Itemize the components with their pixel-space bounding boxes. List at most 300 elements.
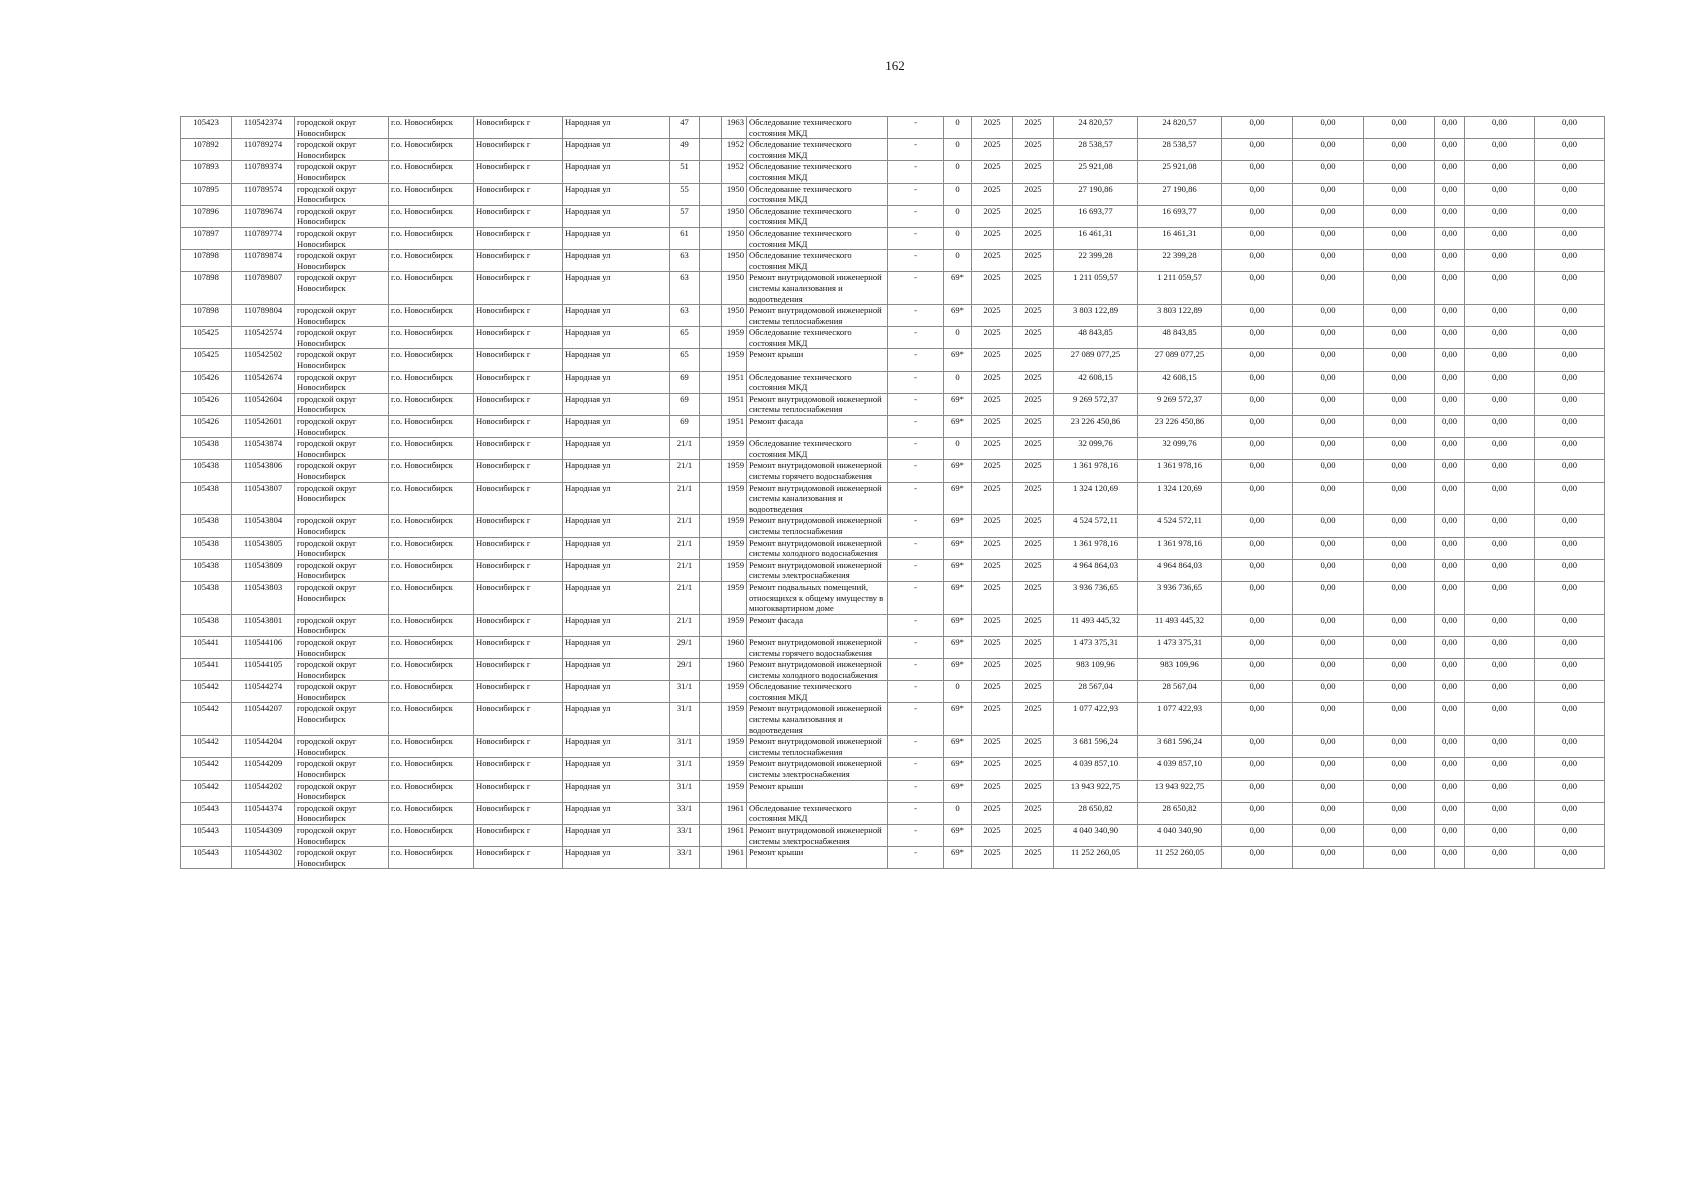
row-municipality: г.о. Новосибирск xyxy=(389,614,474,636)
row-dash: - xyxy=(888,825,944,847)
row-value-3: 0,00 xyxy=(1364,371,1435,393)
row-value-4: 0,00 xyxy=(1435,703,1465,736)
row-value-4: 0,00 xyxy=(1435,416,1465,438)
row-value-2: 0,00 xyxy=(1293,581,1364,614)
row-value-1: 0,00 xyxy=(1222,736,1293,758)
row-dash: - xyxy=(888,183,944,205)
row-district: городской округ Новосибирск xyxy=(295,559,389,581)
row-year: 1959 xyxy=(722,349,747,371)
row-work: Ремонт внутридомовой инженерной системы холодного водоснабжения xyxy=(747,537,888,559)
row-total: 28 650,82 xyxy=(1138,802,1222,824)
row-city: Новосибирск г xyxy=(474,614,563,636)
row-value-2: 0,00 xyxy=(1293,227,1364,249)
row-year: 1950 xyxy=(722,227,747,249)
row-total: 11 252 260,05 xyxy=(1138,847,1222,869)
row-district: городской округ Новосибирск xyxy=(295,460,389,482)
row-empty xyxy=(700,371,722,393)
row-district: городской округ Новосибирск xyxy=(295,371,389,393)
row-start: 2025 xyxy=(972,736,1013,758)
row-street: Народная ул xyxy=(563,847,670,869)
row-end: 2025 xyxy=(1013,161,1054,183)
row-value-3: 0,00 xyxy=(1364,460,1435,482)
row-value-3: 0,00 xyxy=(1364,825,1435,847)
row-street: Народная ул xyxy=(563,438,670,460)
row-value-4: 0,00 xyxy=(1435,537,1465,559)
table-row xyxy=(181,780,1605,802)
row-cost: 4 039 857,10 xyxy=(1054,758,1138,780)
row-municipality: г.о. Новосибирск xyxy=(389,703,474,736)
row-district: городской округ Новосибирск xyxy=(295,847,389,869)
row-year: 1961 xyxy=(722,802,747,824)
row-total: 983 109,96 xyxy=(1138,659,1222,681)
row-id: 105426 xyxy=(181,393,232,415)
row-value-2: 0,00 xyxy=(1293,183,1364,205)
row-value-3: 0,00 xyxy=(1364,537,1435,559)
row-dash: - xyxy=(888,117,944,139)
row-dash: - xyxy=(888,636,944,658)
row-empty xyxy=(700,847,722,869)
row-value-4: 0,00 xyxy=(1435,250,1465,272)
row-house: 21/1 xyxy=(670,482,700,515)
row-norm: 69* xyxy=(944,537,972,559)
row-value-3: 0,00 xyxy=(1364,636,1435,658)
row-house: 49 xyxy=(670,139,700,161)
row-municipality: г.о. Новосибирск xyxy=(389,802,474,824)
row-house: 21/1 xyxy=(670,460,700,482)
row-district: городской округ Новосибирск xyxy=(295,482,389,515)
row-value-1: 0,00 xyxy=(1222,327,1293,349)
row-value-4: 0,00 xyxy=(1435,581,1465,614)
row-house: 33/1 xyxy=(670,802,700,824)
row-code: 110544106 xyxy=(232,636,295,658)
row-norm: 69* xyxy=(944,482,972,515)
table-row xyxy=(181,205,1605,227)
row-total: 23 226 450,86 xyxy=(1138,416,1222,438)
table-row xyxy=(181,825,1605,847)
table-row xyxy=(181,614,1605,636)
row-value-4: 0,00 xyxy=(1435,847,1465,869)
row-municipality: г.о. Новосибирск xyxy=(389,349,474,371)
row-value-1: 0,00 xyxy=(1222,515,1293,537)
row-value-6: 0,00 xyxy=(1535,117,1605,139)
row-end: 2025 xyxy=(1013,825,1054,847)
row-house: 21/1 xyxy=(670,614,700,636)
row-value-6: 0,00 xyxy=(1535,139,1605,161)
row-district: городской округ Новосибирск xyxy=(295,537,389,559)
row-code: 110544309 xyxy=(232,825,295,847)
row-work: Обследование технического состояния МКД xyxy=(747,438,888,460)
table-row xyxy=(181,581,1605,614)
row-year: 1963 xyxy=(722,117,747,139)
row-value-6: 0,00 xyxy=(1535,349,1605,371)
row-end: 2025 xyxy=(1013,581,1054,614)
row-start: 2025 xyxy=(972,614,1013,636)
row-cost: 27 190,86 xyxy=(1054,183,1138,205)
row-start: 2025 xyxy=(972,482,1013,515)
row-value-3: 0,00 xyxy=(1364,205,1435,227)
row-code: 110543801 xyxy=(232,614,295,636)
row-empty xyxy=(700,736,722,758)
table-row xyxy=(181,736,1605,758)
row-city: Новосибирск г xyxy=(474,736,563,758)
row-district: городской округ Новосибирск xyxy=(295,161,389,183)
row-district: городской округ Новосибирск xyxy=(295,227,389,249)
row-value-6: 0,00 xyxy=(1535,272,1605,305)
row-year: 1960 xyxy=(722,659,747,681)
row-value-5: 0,00 xyxy=(1465,802,1535,824)
row-empty xyxy=(700,659,722,681)
table-row xyxy=(181,758,1605,780)
row-street: Народная ул xyxy=(563,272,670,305)
row-dash: - xyxy=(888,758,944,780)
row-municipality: г.о. Новосибирск xyxy=(389,117,474,139)
row-street: Народная ул xyxy=(563,250,670,272)
row-dash: - xyxy=(888,250,944,272)
row-code: 110542374 xyxy=(232,117,295,139)
row-city: Новосибирск г xyxy=(474,227,563,249)
row-value-5: 0,00 xyxy=(1465,736,1535,758)
row-total: 4 040 340,90 xyxy=(1138,825,1222,847)
table-body xyxy=(181,117,1605,869)
row-value-2: 0,00 xyxy=(1293,559,1364,581)
row-end: 2025 xyxy=(1013,227,1054,249)
row-value-5: 0,00 xyxy=(1465,371,1535,393)
row-year: 1952 xyxy=(722,139,747,161)
row-value-3: 0,00 xyxy=(1364,581,1435,614)
row-value-6: 0,00 xyxy=(1535,416,1605,438)
row-norm: 69* xyxy=(944,703,972,736)
row-total: 25 921,08 xyxy=(1138,161,1222,183)
row-value-6: 0,00 xyxy=(1535,614,1605,636)
row-city: Новосибирск г xyxy=(474,250,563,272)
row-municipality: г.о. Новосибирск xyxy=(389,537,474,559)
row-municipality: г.о. Новосибирск xyxy=(389,161,474,183)
row-work: Обследование технического состояния МКД xyxy=(747,205,888,227)
table-row xyxy=(181,250,1605,272)
row-code: 110789574 xyxy=(232,183,295,205)
row-value-3: 0,00 xyxy=(1364,327,1435,349)
row-city: Новосибирск г xyxy=(474,349,563,371)
row-work: Ремонт внутридомовой инженерной системы канализования и водоотведения xyxy=(747,703,888,736)
row-id: 105438 xyxy=(181,614,232,636)
row-start: 2025 xyxy=(972,272,1013,305)
row-dash: - xyxy=(888,780,944,802)
row-municipality: г.о. Новосибирск xyxy=(389,272,474,305)
row-empty xyxy=(700,825,722,847)
row-street: Народная ул xyxy=(563,681,670,703)
row-id: 107893 xyxy=(181,161,232,183)
table-row xyxy=(181,139,1605,161)
row-street: Народная ул xyxy=(563,205,670,227)
row-value-1: 0,00 xyxy=(1222,802,1293,824)
row-municipality: г.о. Новосибирск xyxy=(389,393,474,415)
row-house: 31/1 xyxy=(670,703,700,736)
row-norm: 0 xyxy=(944,438,972,460)
row-start: 2025 xyxy=(972,847,1013,869)
row-municipality: г.о. Новосибирск xyxy=(389,482,474,515)
row-value-4: 0,00 xyxy=(1435,681,1465,703)
row-id: 105442 xyxy=(181,780,232,802)
row-value-1: 0,00 xyxy=(1222,161,1293,183)
row-value-3: 0,00 xyxy=(1364,349,1435,371)
row-work: Ремонт внутридомовой инженерной системы теплоснабжения xyxy=(747,393,888,415)
row-year: 1959 xyxy=(722,559,747,581)
row-value-6: 0,00 xyxy=(1535,581,1605,614)
row-city: Новосибирск г xyxy=(474,272,563,305)
row-value-2: 0,00 xyxy=(1293,703,1364,736)
row-cost: 23 226 450,86 xyxy=(1054,416,1138,438)
row-end: 2025 xyxy=(1013,327,1054,349)
row-district: городской округ Новосибирск xyxy=(295,117,389,139)
row-norm: 0 xyxy=(944,802,972,824)
row-value-3: 0,00 xyxy=(1364,438,1435,460)
row-value-2: 0,00 xyxy=(1293,371,1364,393)
row-year: 1959 xyxy=(722,703,747,736)
row-work: Ремонт фасада xyxy=(747,614,888,636)
row-municipality: г.о. Новосибирск xyxy=(389,183,474,205)
row-cost: 4 524 572,11 xyxy=(1054,515,1138,537)
table-row xyxy=(181,482,1605,515)
row-district: городской округ Новосибирск xyxy=(295,780,389,802)
row-value-1: 0,00 xyxy=(1222,659,1293,681)
row-norm: 69* xyxy=(944,416,972,438)
row-work: Ремонт внутридомовой инженерной системы теплоснабжения xyxy=(747,515,888,537)
row-value-4: 0,00 xyxy=(1435,802,1465,824)
row-value-3: 0,00 xyxy=(1364,482,1435,515)
row-street: Народная ул xyxy=(563,393,670,415)
row-year: 1950 xyxy=(722,250,747,272)
row-dash: - xyxy=(888,703,944,736)
row-value-5: 0,00 xyxy=(1465,416,1535,438)
row-year: 1950 xyxy=(722,205,747,227)
row-code: 110789807 xyxy=(232,272,295,305)
row-street: Народная ул xyxy=(563,161,670,183)
row-code: 110544202 xyxy=(232,780,295,802)
row-city: Новосибирск г xyxy=(474,636,563,658)
row-city: Новосибирск г xyxy=(474,371,563,393)
row-cost: 16 693,77 xyxy=(1054,205,1138,227)
row-empty xyxy=(700,183,722,205)
row-end: 2025 xyxy=(1013,305,1054,327)
row-street: Народная ул xyxy=(563,736,670,758)
row-cost: 11 493 445,32 xyxy=(1054,614,1138,636)
row-value-6: 0,00 xyxy=(1535,659,1605,681)
row-value-4: 0,00 xyxy=(1435,780,1465,802)
row-street: Народная ул xyxy=(563,139,670,161)
row-end: 2025 xyxy=(1013,183,1054,205)
table-row xyxy=(181,161,1605,183)
row-norm: 69* xyxy=(944,825,972,847)
row-empty xyxy=(700,758,722,780)
table-row xyxy=(181,349,1605,371)
row-house: 65 xyxy=(670,349,700,371)
row-cost: 3 803 122,89 xyxy=(1054,305,1138,327)
row-year: 1959 xyxy=(722,515,747,537)
row-year: 1960 xyxy=(722,636,747,658)
row-total: 1 473 375,31 xyxy=(1138,636,1222,658)
row-total: 27 089 077,25 xyxy=(1138,349,1222,371)
row-value-4: 0,00 xyxy=(1435,825,1465,847)
row-start: 2025 xyxy=(972,681,1013,703)
row-end: 2025 xyxy=(1013,272,1054,305)
row-end: 2025 xyxy=(1013,537,1054,559)
row-value-6: 0,00 xyxy=(1535,559,1605,581)
row-dash: - xyxy=(888,305,944,327)
row-city: Новосибирск г xyxy=(474,758,563,780)
row-value-2: 0,00 xyxy=(1293,758,1364,780)
row-city: Новосибирск г xyxy=(474,681,563,703)
row-norm: 69* xyxy=(944,272,972,305)
row-dash: - xyxy=(888,205,944,227)
table-row xyxy=(181,537,1605,559)
row-cost: 4 964 864,03 xyxy=(1054,559,1138,581)
row-end: 2025 xyxy=(1013,802,1054,824)
row-cost: 22 399,28 xyxy=(1054,250,1138,272)
row-total: 1 361 978,16 xyxy=(1138,460,1222,482)
row-empty xyxy=(700,581,722,614)
row-start: 2025 xyxy=(972,780,1013,802)
row-value-4: 0,00 xyxy=(1435,758,1465,780)
row-value-3: 0,00 xyxy=(1364,614,1435,636)
table-row xyxy=(181,636,1605,658)
row-city: Новосибирск г xyxy=(474,482,563,515)
row-value-2: 0,00 xyxy=(1293,393,1364,415)
row-municipality: г.о. Новосибирск xyxy=(389,139,474,161)
row-id: 105443 xyxy=(181,847,232,869)
row-value-1: 0,00 xyxy=(1222,614,1293,636)
row-id: 105441 xyxy=(181,636,232,658)
row-norm: 0 xyxy=(944,681,972,703)
row-cost: 1 324 120,69 xyxy=(1054,482,1138,515)
row-code: 110789774 xyxy=(232,227,295,249)
row-value-3: 0,00 xyxy=(1364,305,1435,327)
row-year: 1950 xyxy=(722,272,747,305)
row-code: 110543807 xyxy=(232,482,295,515)
row-id: 105442 xyxy=(181,758,232,780)
row-cost: 28 567,04 xyxy=(1054,681,1138,703)
row-street: Народная ул xyxy=(563,416,670,438)
row-cost: 32 099,76 xyxy=(1054,438,1138,460)
row-street: Народная ул xyxy=(563,515,670,537)
row-id: 107896 xyxy=(181,205,232,227)
row-value-6: 0,00 xyxy=(1535,227,1605,249)
row-value-6: 0,00 xyxy=(1535,305,1605,327)
row-house: 69 xyxy=(670,393,700,415)
row-house: 21/1 xyxy=(670,515,700,537)
row-value-6: 0,00 xyxy=(1535,537,1605,559)
row-code: 110543805 xyxy=(232,537,295,559)
row-street: Народная ул xyxy=(563,780,670,802)
row-value-6: 0,00 xyxy=(1535,825,1605,847)
row-value-3: 0,00 xyxy=(1364,393,1435,415)
row-year: 1951 xyxy=(722,393,747,415)
row-empty xyxy=(700,349,722,371)
row-total: 16 461,31 xyxy=(1138,227,1222,249)
row-code: 110542574 xyxy=(232,327,295,349)
row-start: 2025 xyxy=(972,416,1013,438)
row-end: 2025 xyxy=(1013,139,1054,161)
row-value-1: 0,00 xyxy=(1222,847,1293,869)
row-value-2: 0,00 xyxy=(1293,482,1364,515)
row-district: городской округ Новосибирск xyxy=(295,825,389,847)
row-district: городской округ Новосибирск xyxy=(295,515,389,537)
row-value-1: 0,00 xyxy=(1222,250,1293,272)
row-dash: - xyxy=(888,515,944,537)
row-value-5: 0,00 xyxy=(1465,482,1535,515)
row-district: городской округ Новосибирск xyxy=(295,416,389,438)
row-value-2: 0,00 xyxy=(1293,349,1364,371)
row-work: Обследование технического состояния МКД xyxy=(747,681,888,703)
row-start: 2025 xyxy=(972,636,1013,658)
row-street: Народная ул xyxy=(563,703,670,736)
row-city: Новосибирск г xyxy=(474,537,563,559)
row-value-3: 0,00 xyxy=(1364,117,1435,139)
row-code: 110789374 xyxy=(232,161,295,183)
row-empty xyxy=(700,460,722,482)
row-value-4: 0,00 xyxy=(1435,305,1465,327)
row-value-2: 0,00 xyxy=(1293,438,1364,460)
row-work: Ремонт внутридомовой инженерной системы теплоснабжения xyxy=(747,736,888,758)
row-end: 2025 xyxy=(1013,515,1054,537)
row-cost: 24 820,57 xyxy=(1054,117,1138,139)
row-value-2: 0,00 xyxy=(1293,636,1364,658)
table-row xyxy=(181,438,1605,460)
row-dash: - xyxy=(888,371,944,393)
row-cost: 983 109,96 xyxy=(1054,659,1138,681)
row-house: 21/1 xyxy=(670,438,700,460)
row-value-5: 0,00 xyxy=(1465,272,1535,305)
row-norm: 69* xyxy=(944,614,972,636)
row-value-2: 0,00 xyxy=(1293,681,1364,703)
row-value-3: 0,00 xyxy=(1364,250,1435,272)
row-code: 110542502 xyxy=(232,349,295,371)
row-norm: 69* xyxy=(944,393,972,415)
row-house: 31/1 xyxy=(670,736,700,758)
row-dash: - xyxy=(888,139,944,161)
page-number: 162 xyxy=(885,58,905,73)
row-total: 1 324 120,69 xyxy=(1138,482,1222,515)
row-cost: 28 538,57 xyxy=(1054,139,1138,161)
row-value-4: 0,00 xyxy=(1435,205,1465,227)
row-street: Народная ул xyxy=(563,227,670,249)
row-value-4: 0,00 xyxy=(1435,227,1465,249)
row-value-3: 0,00 xyxy=(1364,139,1435,161)
row-value-1: 0,00 xyxy=(1222,272,1293,305)
row-id: 105442 xyxy=(181,681,232,703)
row-value-3: 0,00 xyxy=(1364,736,1435,758)
row-street: Народная ул xyxy=(563,349,670,371)
row-city: Новосибирск г xyxy=(474,802,563,824)
row-dash: - xyxy=(888,393,944,415)
row-dash: - xyxy=(888,416,944,438)
row-district: городской округ Новосибирск xyxy=(295,183,389,205)
row-cost: 25 921,08 xyxy=(1054,161,1138,183)
row-municipality: г.о. Новосибирск xyxy=(389,438,474,460)
row-value-1: 0,00 xyxy=(1222,371,1293,393)
row-value-2: 0,00 xyxy=(1293,780,1364,802)
row-district: городской округ Новосибирск xyxy=(295,438,389,460)
row-end: 2025 xyxy=(1013,847,1054,869)
row-municipality: г.о. Новосибирск xyxy=(389,581,474,614)
row-cost: 16 461,31 xyxy=(1054,227,1138,249)
row-house: 55 xyxy=(670,183,700,205)
table-row xyxy=(181,703,1605,736)
row-house: 63 xyxy=(670,305,700,327)
row-start: 2025 xyxy=(972,581,1013,614)
row-house: 63 xyxy=(670,272,700,305)
row-street: Народная ул xyxy=(563,537,670,559)
row-start: 2025 xyxy=(972,703,1013,736)
